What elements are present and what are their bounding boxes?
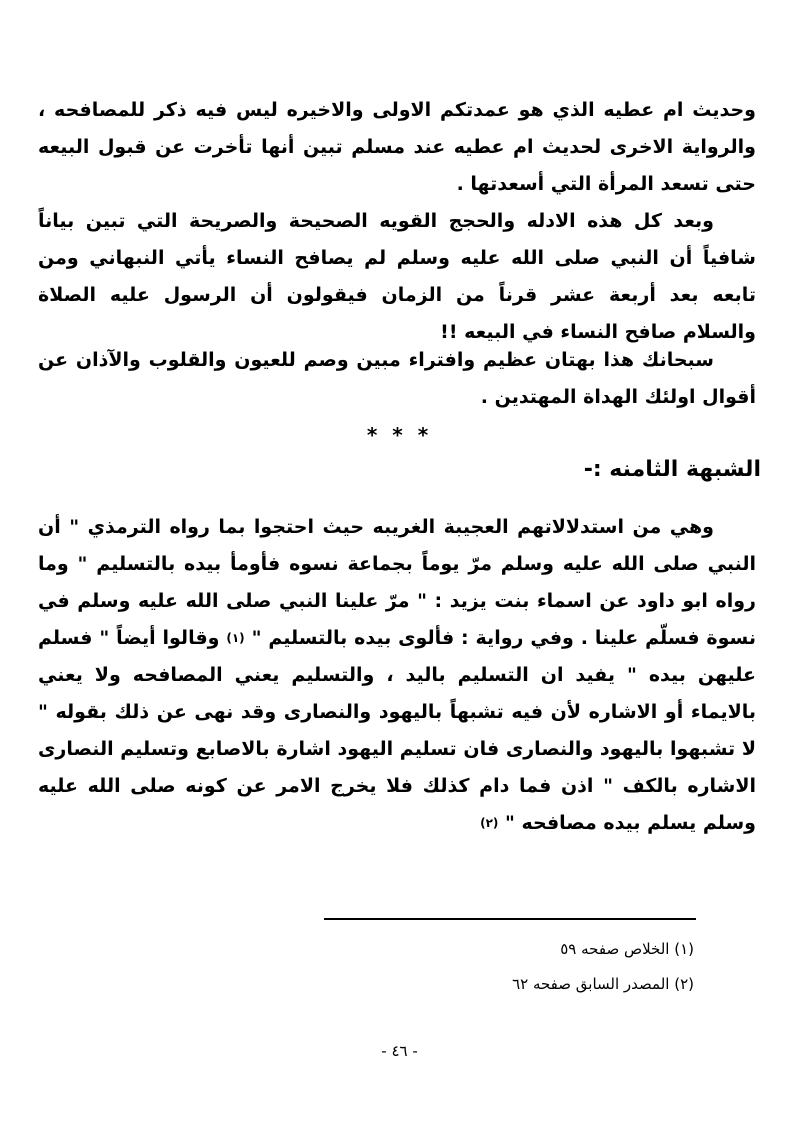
footnote-2: (٢) المصدر السابق صفحه ٦٢ (512, 975, 694, 993)
paragraph-eighth-doubt-part1: وهي من استدلالاتهم العجيبة الغريبه حيث احتجوا بما رواه الترمذي " أن النبي صلى الله عليه وسلم مرّ يوماً بجماعة نسوه فأومأ بيده بالتسليم " وما رواه ابو داود عن اسماء بنت يزيد : " مرّ علينا النبي صلى الله عليه وسلم في نسوة فسلّم علينا . وفي رواية : فألوى بيده بالتسليم " (38, 516, 757, 649)
section-heading: الشبهة الثامنه :- (583, 457, 761, 482)
paragraph-eighth-doubt-part2: وقالوا أيضاً " فسلم عليهن بيده " يفيد ان التسليم باليد ، والتسليم يعني المصافحه ولا يعني بالايماء أو الاشاره لأن فيه تشبهاً باليهود والنصارى وقد نهى عن ذلك بقوله " لا تشبهوا باليهود والنصارى فان تسليم اليهود اشارة بالاصابع وتسليم النصارى الاشاره بالكف " اذن فما دام كذلك فلا يخرج الامر عن كونه صلى الله عليه وسلم يسلم بيده مصافحه " (38, 627, 756, 834)
footnote-1: (١) الخلاص صفحه ٥٩ (560, 940, 694, 958)
paragraph-eighth-doubt (38, 509, 756, 842)
footnotes (38, 932, 694, 1002)
page-number: - ٤٦ - (381, 1042, 418, 1060)
paragraph-subhanak: سبحانك هذا بهتان عظيم وافتراء مبين وصم للعيون والقلوب والآذان عن أقوال اولئك الهداة المهتدين . (38, 349, 756, 408)
section-separator: * * * (366, 423, 433, 447)
footnote-ref-2: (٢) (480, 816, 499, 830)
footnote-ref-1: (١) (226, 631, 245, 645)
footnote-divider (324, 918, 696, 920)
paragraph-umm-atiyya: وحديث ام عطيه الذي هو عمدتكم الاولى والاخيره ليس فيه ذكر للمصافحه ، والرواية الاخرى لحديث ام عطيه عند مسلم تبين أنها تأخرت عن قبول البيعه حتى تسعد المرأة التي أسعدتها . (38, 99, 756, 195)
paragraph-evidence-summary: وبعد كل هذه الادله والحجج القويه الصحيحة والصريحة التي تبين بياناً شافياً أن النبي صلى الله عليه وسلم لم يصافح النساء يأتي النبهاني ومن تابعه بعد أربعة عشر قرناً من الزمان فيقولون أن الرسول عليه الصلاة والسلام صافح النساء في البيعه !! (38, 210, 756, 343)
